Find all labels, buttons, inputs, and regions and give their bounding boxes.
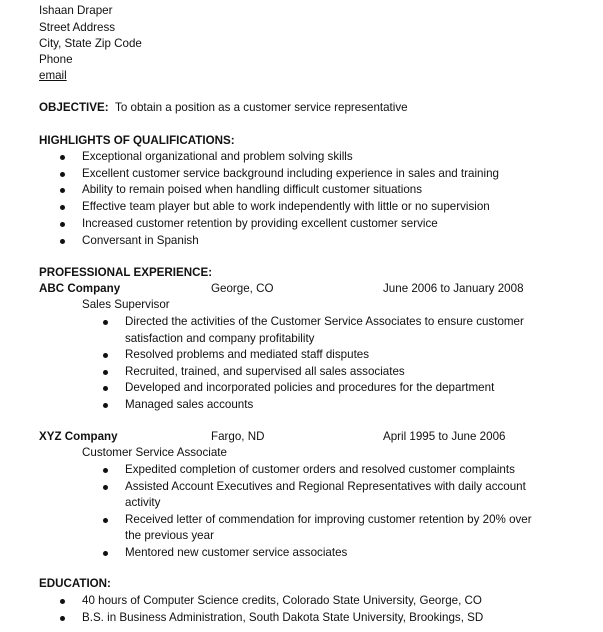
list-item-text: Exceptional organizational and problem solving skills (82, 150, 353, 163)
bullet-icon (103, 386, 108, 391)
list-item-text: B.S. in Business Administration, South Dakota State University, Brookings, SD (82, 611, 484, 624)
list-item-text: 40 hours of Computer Science credits, Colorado State University, George, CO (82, 594, 482, 607)
list-item-text: satisfaction and company profitability (125, 331, 315, 345)
bullet-icon (60, 239, 65, 244)
bullet-icon (60, 172, 65, 177)
job-location: Fargo, ND (211, 430, 265, 443)
list-item-text: the previous year (125, 529, 214, 542)
job-company: XYZ Company (39, 430, 118, 443)
bullet-icon (103, 403, 108, 408)
job-title: Sales Supervisor (82, 298, 170, 311)
contact-name: Ishaan Draper (39, 4, 113, 17)
list-item-text: activity (125, 496, 161, 509)
bullet-icon (60, 188, 65, 193)
list-item-text: Assisted Account Executives and Regional Representatives with daily account (125, 479, 526, 493)
bullet-icon (103, 485, 108, 490)
education-heading: EDUCATION: (39, 577, 111, 590)
list-item-text: Increased customer retention by providing excellent customer service (82, 216, 438, 230)
list-item-text: Excellent customer service background including experience in sales and training (82, 166, 499, 180)
objective-line (39, 100, 408, 117)
job-title: Customer Service Associate (82, 446, 227, 459)
bullet-icon (60, 222, 65, 227)
job-dates: April 1995 to June 2006 (383, 430, 506, 443)
list-item-text: Managed sales accounts (125, 397, 254, 411)
bullet-icon (103, 468, 108, 473)
bullet-icon (103, 353, 108, 358)
list-item-text: Effective team player but able to work independently with little or no supervision (82, 200, 490, 214)
list-item-text: Expedited completion of customer orders and resolved customer complaints (125, 463, 515, 476)
contact-email-link[interactable]: email (39, 69, 67, 82)
objective-text: To obtain a position as a customer service representative (115, 101, 408, 114)
list-item-text: Recruited, trained, and supervised all sales associates (125, 364, 405, 378)
list-item-text: Resolved problems and mediated staff disputes (125, 348, 370, 361)
job-dates: June 2006 to January 2008 (383, 282, 524, 295)
job-header-xyz (39, 429, 599, 446)
list-item-text: Developed and incorporated policies and procedures for the department (125, 381, 495, 394)
bullet-icon (103, 551, 108, 556)
list-item-text: Directed the activities of the Customer Service Associates to ensure customer (125, 315, 524, 328)
contact-phone: Phone (39, 53, 73, 66)
bullet-icon (60, 155, 65, 160)
job-company: ABC Company (39, 282, 121, 295)
list-item-text: Mentored new customer service associates (125, 545, 348, 559)
highlights-heading: HIGHLIGHTS OF QUALIFICATIONS: (39, 134, 235, 147)
objective-label: OBJECTIVE: (39, 101, 109, 114)
job-location: George, CO (211, 282, 274, 295)
bullet-icon (60, 205, 65, 210)
job-header-abc (39, 281, 599, 298)
bullet-icon (103, 320, 108, 325)
list-item-text: Received letter of commendation for improving customer retention by 20% over (125, 512, 532, 526)
bullet-icon (60, 616, 65, 621)
bullet-icon (103, 370, 108, 375)
bullet-icon (60, 599, 65, 604)
list-item-text: Ability to remain poised when handling difficult customer situations (82, 183, 423, 197)
list-item-text: Conversant in Spanish (82, 233, 199, 247)
contact-city: City, State Zip Code (39, 37, 142, 50)
contact-street: Street Address (39, 20, 116, 34)
bullet-icon (103, 518, 108, 523)
experience-heading: PROFESSIONAL EXPERIENCE: (39, 266, 213, 279)
